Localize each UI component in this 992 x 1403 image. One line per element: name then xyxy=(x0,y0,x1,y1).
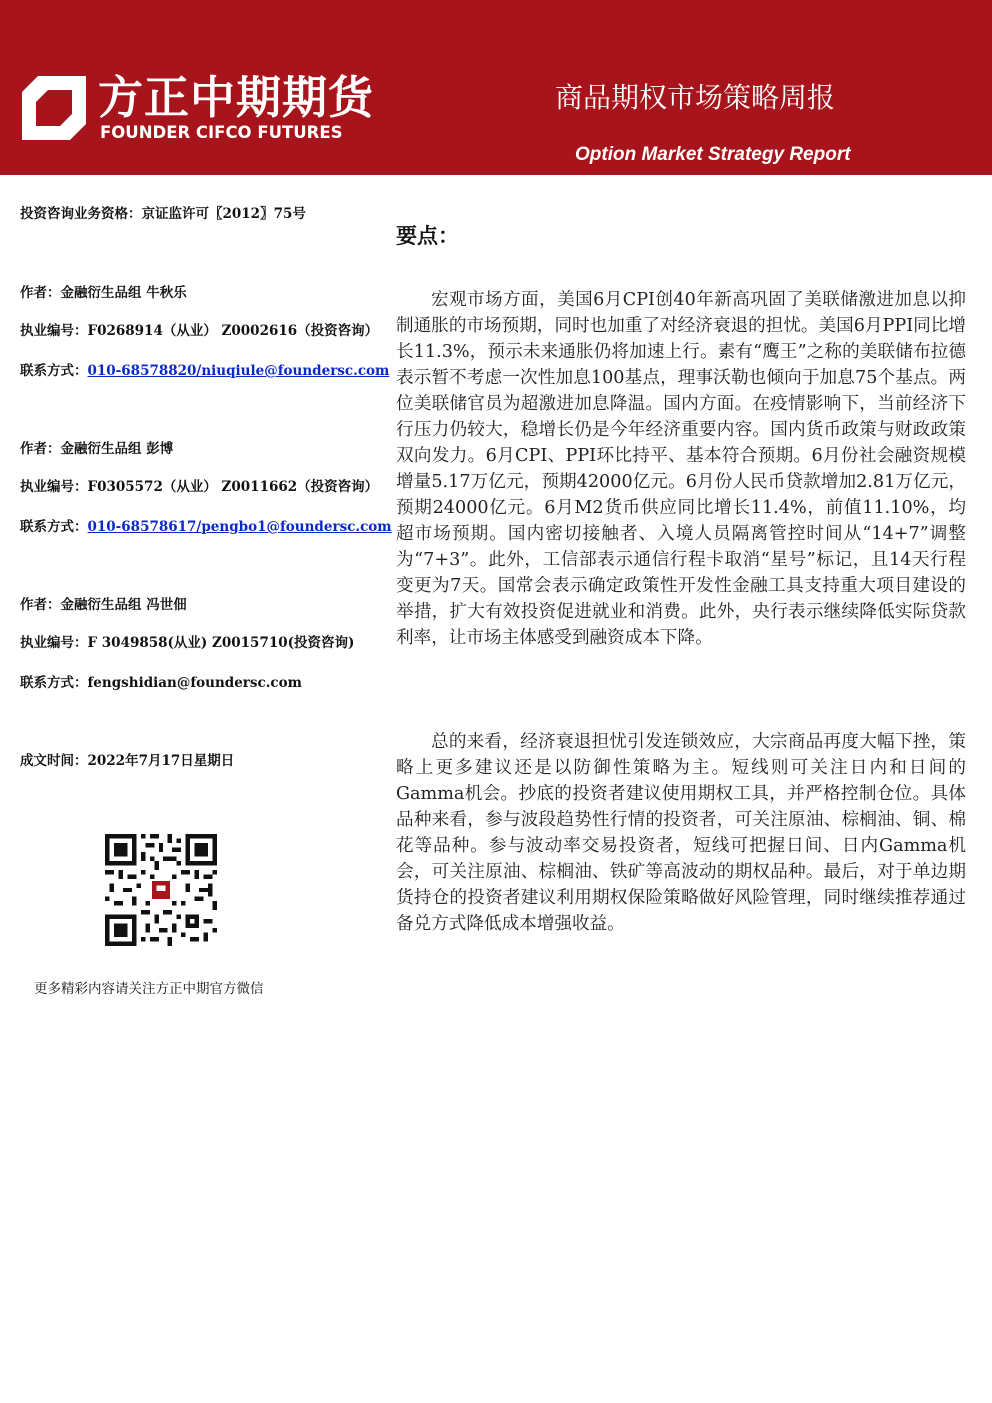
author-name: 金融衍生品组 牛秋乐 xyxy=(60,285,187,301)
author-label: 作者： xyxy=(20,597,61,613)
contact-line xyxy=(20,516,390,538)
qualification-line xyxy=(20,203,390,225)
author-label: 作者： xyxy=(20,441,61,457)
author-label: 作者： xyxy=(20,285,61,301)
license-line xyxy=(20,476,390,498)
license-line xyxy=(20,320,390,342)
date-value: 2022年7月17日星期日 xyxy=(87,753,235,769)
report-title: 商品期权市场策略周报 xyxy=(555,81,836,114)
author-line xyxy=(20,438,390,460)
section-title: 要点： xyxy=(396,223,459,248)
license-label: 执业编号： xyxy=(20,635,88,651)
date-label: 成文时间： xyxy=(20,753,88,769)
contact-line xyxy=(20,360,390,382)
contact-label: 联系方式： xyxy=(20,519,88,535)
body-paragraph: 宏观市场方面，美国6月CPI创40年新高巩固了美联储激进加息以抑制通胀的市场预期，同时也加重了对经济衰退的担忧。美国6月PPI同比增长11.3%，预示未来通胀仍将加速上行。素有“鹰王”之称的美联储布拉德表示暂不考虑一次性加息100基点，理事沃勒也倾向于加息75个基点。两位美联储官员为超激进加息降温。国内方面。在疫情影响下，当前经济下行压力仍较大，稳增长仍是今年经济重要内容。国内货币政策与财政政策双向发力。6月CPI、PPI环比持平、基本符合预期。6月份社会融资规模增量5.17万亿元，预期42000亿元。6月份人民币贷款增加2.81万亿元，预期24000亿元。6月M2货币供应同比增长11.4%，前值11.10%，均超市场预期。国内密切接触者、入境人员隔离管控时间从“14+7”调整为“7+3”。此外，工信部表示通信行程卡取消“星号”标记，且14天行程变更为7天。国常会表示确定政策性开发性金融工具支持重大项目建设的举措，扩大有效投资促进就业和消费。此外，央行表示继续降低实际贷款利率，让市场主体感受到融资成本下降。 xyxy=(396,290,966,648)
logo-chinese-name: 方正中期期货 xyxy=(98,71,375,124)
contact-email: fengshidian@foundersc.com xyxy=(87,675,302,691)
qualification-label: 投资咨询业务资格： xyxy=(20,206,142,222)
license-value: F 3049858(从业) Z0015710(投资咨询) xyxy=(87,635,355,651)
license-value: F0305572（从业） Z0011662（投资咨询） xyxy=(87,479,379,495)
body-paragraph: 总的来看，经济衰退担忧引发连锁效应，大宗商品再度大幅下挫，策略上更多建议还是以防御性策略为主。短线则可关注日内和日间的Gamma机会。抄底的投资者建议使用期权工具，并严格控制仓位。具体品种来看，参与波段趋势性行情的投资者，可关注原油、棕榈油、铜、棉花等品种。参与波动率交易投资者，短线可把握日间、日内Gamma机会，可关注原油、棕榈油、铁矿等高波动的期权品种。最后，对于单边期货持仓的投资者建议利用期权保险策略做好风险管理，同时继续推荐通过备兑方式降低成本增强收益。 xyxy=(396,732,966,934)
contact-label: 联系方式： xyxy=(20,675,88,691)
logo-english-name: FOUNDER CIFCO FUTURES xyxy=(100,123,343,142)
report-subtitle: Option Market Strategy Report xyxy=(575,144,851,165)
contact-label: 联系方式： xyxy=(20,363,88,379)
author-name: 金融衍生品组 彭博 xyxy=(60,441,174,457)
contact-email-link[interactable]: 010-68578617/pengbo1@foundersc.com xyxy=(87,519,392,535)
license-value: F0268914（从业） Z0002616（投资咨询） xyxy=(87,323,379,339)
license-line xyxy=(20,632,390,654)
contact-email-link[interactable]: 010-68578820/niuqiule@foundersc.com xyxy=(87,363,390,379)
wechat-qr-code-icon xyxy=(105,834,217,946)
qualification-value: 京证监许可〖2012〗75号 xyxy=(141,206,306,222)
author-line xyxy=(20,282,390,304)
date-line xyxy=(20,750,390,772)
author-line xyxy=(20,594,390,616)
contact-line xyxy=(20,672,390,694)
qr-caption: 更多精彩内容请关注方正中期官方微信 xyxy=(34,981,264,997)
author-name: 金融衍生品组 冯世佃 xyxy=(60,597,187,613)
license-label: 执业编号： xyxy=(20,323,88,339)
license-label: 执业编号： xyxy=(20,479,88,495)
founder-logo-icon xyxy=(22,76,86,140)
header-banner xyxy=(0,0,992,175)
